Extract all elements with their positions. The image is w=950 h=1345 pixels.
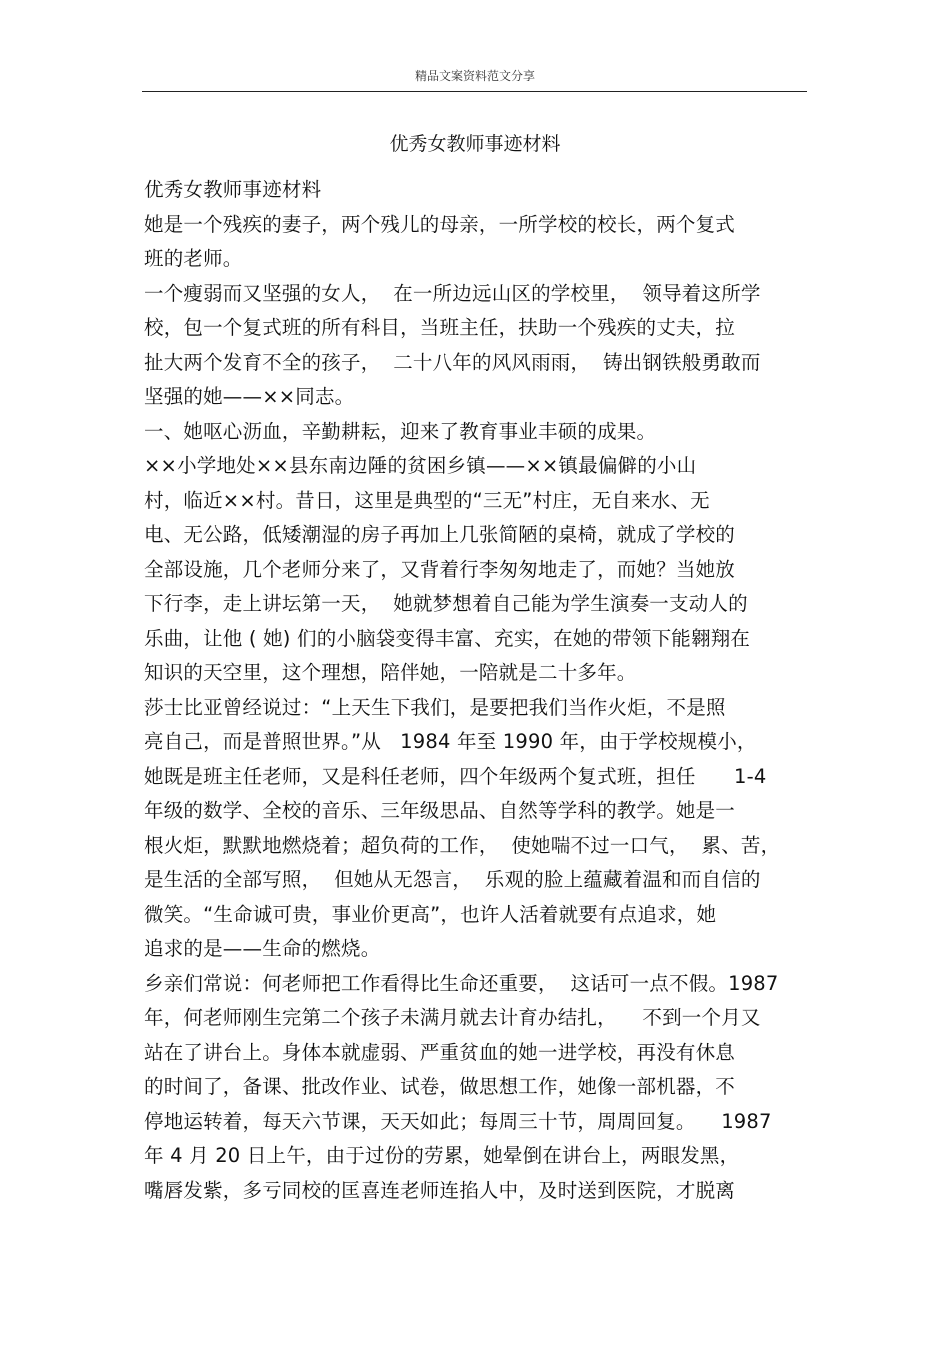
text-line: 知识的天空里，这个理想，陪伴她，一陪就是二十多年。 — [144, 661, 637, 684]
page-header: 精品文案资料范文分享 — [414, 69, 535, 83]
text-line: 年，何老师刚生完第二个孩子未满月就去计育办结扎， 不到一个月又 — [144, 1006, 761, 1029]
text-line: 乡亲们常说：何老师把工作看得比生命还重要， 这话可一点不假。1987 — [144, 971, 779, 995]
text-line: 一个瘦弱而又坚强的女人， 在一所边远山区的学校里， 领导着这所学 — [144, 281, 761, 305]
text-line: 年级的数学、全校的音乐、三年级思品、自然等学科的教学。她是一 — [144, 799, 736, 822]
text-line: 扯大两个发育不全的孩子， 二十八年的风风雨雨， 铸出钢铁般勇敢而 — [144, 350, 761, 374]
text-line: 站在了讲台上。身体本就虚弱、严重贫血的她一进学校，再没有休息 — [144, 1040, 736, 1064]
document-title: 优秀女教师事迹材料 — [389, 133, 561, 155]
text-line: 全部设施，几个老师分来了，又背着行李匆匆地走了，而她？当她放 — [144, 557, 736, 581]
text-line: ××小学地处××县东南边陲的贫困乡镇——××镇最偏僻的小山 — [144, 454, 697, 477]
text-line: 停地运转着，每天六节课，天天如此；每周三十节，周周回复。 1987 — [144, 1109, 772, 1133]
text-line: 微笑。“生命诚可贵，事业价更高”，也许人活着就要有点追求，她 — [144, 902, 717, 926]
text-line: 坚强的她——××同志。 — [144, 385, 355, 408]
text-line: 亮自己，而是普照世界。”从 1984 年至 1990 年，由于学校规模小， — [144, 730, 757, 753]
text-line: 校，包一个复式班的所有科目，当班主任，扶助一个残疾的丈夫，拉 — [144, 316, 736, 339]
text-line: 追求的是——生命的燃烧。 — [144, 937, 381, 960]
text-line: 村，临近××村。昔日，这里是典型的“三无”村庄，无自来水、无 — [144, 488, 710, 512]
text-line: 电、无公路，低矮潮湿的房子再加上几张简陋的桌椅，就成了学校的 — [144, 523, 736, 546]
text-line: 她是一个残疾的妻子，两个残儿的母亲，一所学校的校长，两个复式 — [144, 212, 736, 236]
document-body — [144, 173, 824, 1208]
text-line: 的时间了，备课、批改作业、试卷，做思想工作，她像一部机器，不 — [144, 1075, 736, 1098]
text-line: 一、她呕心沥血，辛勤耕耘，迎来了教育事业丰硕的成果。 — [144, 419, 657, 443]
header-divider — [142, 91, 807, 92]
text-line: 她既是班主任老师，又是科任老师，四个年级两个复式班，担任 1-4 — [144, 764, 767, 788]
text-line: 莎士比亚曾经说过：“上天生下我们，是要把我们当作火炬，不是照 — [144, 695, 726, 719]
text-line: 优秀女教师事迹材料 — [144, 178, 322, 201]
text-line: 班的老师。 — [144, 247, 243, 270]
text-line: 乐曲，让他 ( 她) 们的小脑袋变得丰富、充实，在她的带领下能翱翔在 — [144, 626, 751, 650]
text-line: 嘴唇发紫，多亏同校的匡喜连老师连掐人中，及时送到医院，才脱离 — [144, 1178, 736, 1202]
text-line: 年 4 月 20 日上午，由于过份的劳累，她晕倒在讲台上，两眼发黑， — [144, 1144, 740, 1167]
text-line: 下行李，走上讲坛第一天， 她就梦想着自己能为学生演奏一支动人的 — [144, 592, 748, 615]
text-line: 根火炬，默默地燃烧着；超负荷的工作， 使她喘不过一口气， 累、苦， — [144, 833, 781, 857]
text-line: 是生活的全部写照， 但她从无怨言， 乐观的脸上蕴藏着温和而自信的 — [144, 868, 761, 891]
